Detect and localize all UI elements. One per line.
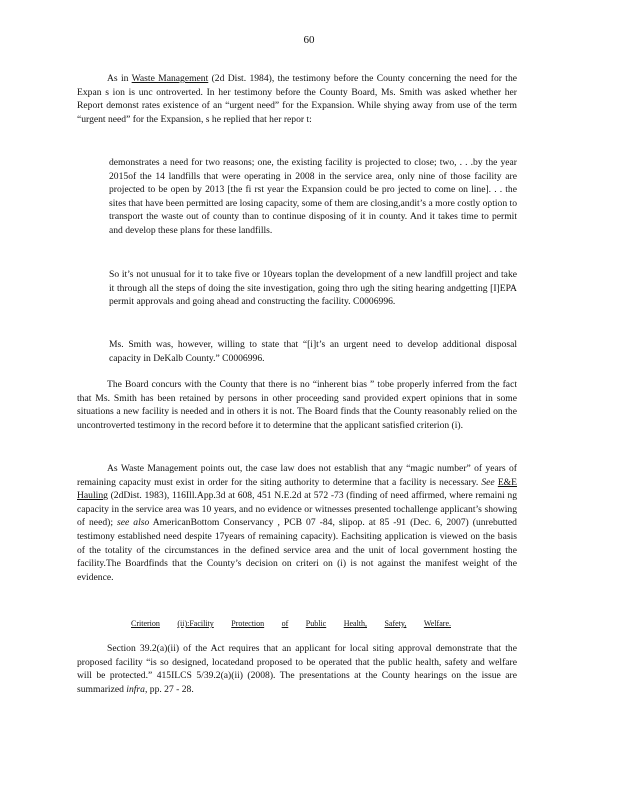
paragraph-board-concurs: The Board concurs with the County that there is no “inherent bias ” tobe properly inferred from the fact that Ms. Smith has been retained by persons in other proceeding sand provided expert opinions that in some situations a new facility is needed and in others it is not. The Board finds that the County reasonably relied on the uncontroverted testimony in the record before it to determine that the applicant satisfied criterion (i).	[77, 379, 517, 431]
page-number: 60	[303, 34, 315, 46]
paragraph-text: As Waste Management points out, the case law does not establish that any “magic number” of years of remaining capacity must exist in order for the siting authority to determine that a facility is necessary.	[77, 463, 517, 488]
heading-word: Public	[305, 619, 327, 628]
paragraph-text: Section 39.2(a)(ii) of the Act requires that an applicant for local siting approval demonstrate that the proposed facility “is so designed, locatedand proposed to be operated that the public health, safety and welfare will be protected.” 415ILCS 5/39.2(a)(ii) (2008). The presentations at the County hearings on the issue are summarized	[77, 643, 517, 695]
paragraph-text: , pp. 27 - 28.	[144, 683, 194, 695]
heading-word: of	[281, 619, 289, 628]
paragraph-magic-number	[77, 462, 517, 584]
paragraph-section-39-2	[77, 642, 517, 696]
signal-infra: infra	[126, 683, 145, 695]
signal-see: See	[481, 476, 495, 488]
paragraph-need-testimony	[77, 72, 517, 126]
section-heading	[131, 617, 451, 631]
block-quote-report: demonstrates a need for two reasons; one, the existing facility is projected to close; two, . . .by the year 2015of the 14 landfills that were operating in 2008 in the service area, only nine of those facility are projected to be open by 2013 [the fi rst year the Expansion could be pro jected to come on line]. . . the sites that have been permitted are losing capacity, some of them are closing,andit’s a more costly option to transport the waste out of county than to continue disposing of it in county. And it takes time to permit and develop these plans for these landfills.	[109, 157, 517, 236]
block-quote-timeline: So it’s not unusual for it to take five or 10years toplan the development of a new landfill project and take it through all the steps of doing the site investigation, going thro ugh the siting hearing andgetting [I]EPA permit approvals and going ahead and constructing the facility. C0006996.	[109, 269, 517, 308]
block-quote-urgent-need: Ms. Smith was, however, willing to state that “[i]t’s an urgent need to develop additional disposal capacity in DeKalb County.” C0006996.	[109, 339, 517, 364]
heading-word: Protection	[231, 619, 265, 628]
heading-word: Health,	[343, 619, 368, 628]
case-citation: E&E Hauling	[77, 476, 517, 502]
paragraph-text: As in	[107, 73, 132, 84]
paragraph-text: (2dDist. 1983), 116Ill.App.3d at 608, 451 N.E.2d at 572 -73 (finding of need affirmed, where remaini ng capacity in the service area was 10 years, and no evidence or witnesses presented tochallenge applicant’s showing of need);	[77, 490, 517, 529]
paragraph-text: (2d Dist. 1984), the testimony before the County concerning the need for the Expan s ion is unc ontroverted. In her testimony before the County Board, Ms. Smith was asked whether her Report demonst rates existence of an “urgent need” for the Expansion. While shying away from use of the term “urgent need” for the Expansion, s he replied that her repor t:	[77, 73, 518, 125]
heading-word: Criterion	[131, 619, 160, 628]
heading-word: Welfare.	[423, 619, 451, 628]
heading-word: Safety,	[384, 619, 407, 628]
case-citation: Waste Management	[131, 73, 209, 84]
paragraph-text: AmericanBottom Conservancy , PCB 07 -84, slipop. at 85 -91 (Dec. 6, 2007) (unrebutted testimony established need despite 17years of remaining capacity). Eachsiting application is viewed on the basis of the totality of the circumstances in the defined service area and the unit of local government hosting the facility.The Boardfinds that the County’s decision on criteri on (i) is not against the manifest weight of the evidence.	[77, 517, 517, 583]
heading-word: (ii):Facility	[177, 619, 214, 628]
signal-see-also: see also	[117, 517, 150, 529]
